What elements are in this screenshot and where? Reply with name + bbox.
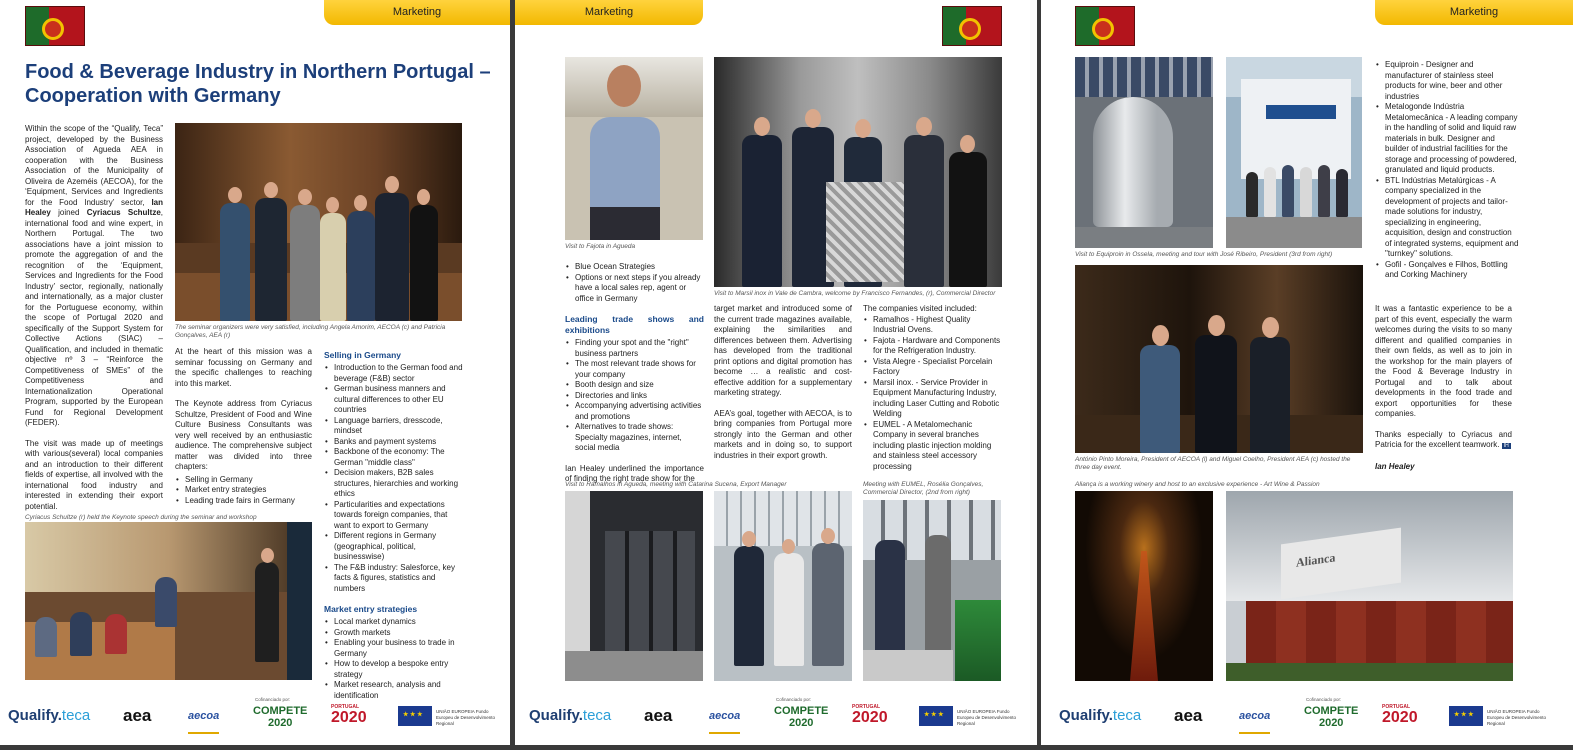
companies-list: • Ramalhos - Highest Quality Industrial Ovens. • Fajota - Hardware and Components for the Refrigeration Industry. • Vista Alegre - Specialist Porcelain Factory • Marsil inox. - Service Provider in Equipment Manufacturing Industry, including Laser Cutting and Robotic Welding • EUMEL - A Metalomechanic Company in several branches including plastic injection molding and stainless steel accessory processing: [863, 315, 1003, 473]
marsil-inox-photo: [714, 57, 1002, 287]
page-3: [1041, 0, 1573, 745]
eu-fund-text: UNIÃO EUROPEIA Fundo Europeu de Desenvolvimento Regional: [1487, 709, 1547, 726]
keynote-speech-photo: [25, 522, 312, 680]
aea-logo: aea: [123, 706, 152, 725]
photo-caption: Cyriacus Schultze (r) held the Keynote speech during the seminar and workshop: [25, 514, 257, 521]
author-name: Ian Healey: [1375, 461, 1415, 471]
qualify-teca-logo: Qualify.teca: [529, 707, 612, 724]
closing-text: It was a fantastic experience to be a part of this event, especially the warm welcomes during the visits to so many different and qualified companies in their own fields, as well as to join in the workshop for the main players of the Food & Beverage Industry in Portugal and to talk about developments in the food trade and export opportunities for these companies. Thanks especially to Cyriacus and Patricia for the excellent teamwork. IH Ian Healey: [1375, 304, 1512, 471]
companies-list: • Equiproin - Designer and manufacturer of stainless steel products for wine, beer and other industries • Metalogonde Indústria Metalomecânica - A leading company in the handling of solid and liquid raw materials in bulk. Designer and builder of industrial facilities for the storage and processing of powdered, granulated and liquid products. • BTL Indústrias Metalúrgicas - A company specialized in the development of projects and tailor-made solutions for industry, specializing in engineering, acquisition, design and construction of integrated systems, equipment and "turnkey" solutions. • Gofil - Gonçalves e Filhos, Bottling and Corking Machinery: [1375, 60, 1520, 281]
compete-2020-logo: COMPETE 2020: [1304, 705, 1359, 729]
eu-fund-text: UNIÃO EUROPEIA Fundo Europeu de Desenvolvimento Regional: [957, 709, 1017, 726]
photo-caption: Visit to Fajota in Agueda: [565, 243, 636, 250]
section-tab: Marketing: [515, 0, 703, 25]
aecoa-presidents-photo: [1075, 265, 1363, 453]
aecoa-logo: aecoa: [1239, 704, 1270, 734]
ramalhos-oven-photo: [565, 491, 703, 681]
alianca-winery-photo: Alianca: [1226, 491, 1513, 681]
footer-logos: Qualify.teca aea aecoa Cofinanciado por: COMPETE 2020 PORTUGAL 2020 ★ ★ ★ UNIÃO EUROPEIA Fundo Europeu de Desenvolvimento Regional: [1059, 701, 1559, 731]
page-1: [0, 0, 510, 745]
fajota-visit-photo: [565, 57, 703, 240]
page-2: [515, 0, 1037, 745]
selling-list: • Introduction to the German food and beverage (F&B) sector • German business manners and cultural differences to other EU countries • Language barriers, dresscode, mindset • Banks and payment systems • Backbone of the economy: The German "middle class" • Decision makers, B2B sales structures, hierarchies and working ethics • Particularities and expectations towards foreign companies, that want to export to Germany • Different regions in Germany (geographical, political, businesswise) • The F&B industry: Salesforce, key facts & figures, statistics and numbers: [324, 363, 464, 594]
footer-logos: Qualify.teca aea aecoa Cofinanciado por: COMPETE 2020 PORTUGAL 2020 ★ ★ ★ UNIÃO EUROPEIA Fundo Europeu de Desenvolvimento Regional: [8, 701, 508, 731]
photo-caption: Visit to Equiproin in Ossela, meeting and tour with José Ribeiro, President (3rd from right): [1075, 251, 1333, 258]
equiproin-tank-photo: [1075, 57, 1213, 248]
aea-logo: aea: [644, 706, 673, 725]
compete-2020-logo: COMPETE 2020: [774, 705, 829, 729]
photo-caption: Visit to Marsil inox in Vale de Cambra, welcome by Francisco Fernandes, (r), Commercial Director: [714, 290, 996, 297]
eu-flag-icon: [1449, 706, 1483, 726]
portugal-2020-logo: PORTUGAL 2020: [1382, 704, 1418, 726]
aea-logo: aea: [1174, 706, 1203, 725]
photo-caption: The seminar organizers were very satisfied, including Angela Amorim, AECOA (c) and Patricia Gonçalves, AEA (r): [175, 324, 446, 339]
companies-column: The companies visited included: • Ramalhos - Highest Quality Industrial Ovens. • Fajota - Hardware and Components for the Refrigeration Industry. • Vista Alegre - Specialist Porcelain Factory • Marsil inox. - Service Provider in Equipment Manufacturing Industry, including Laser Cutting and Robotic Welding • EUMEL - A Metalomechanic Company in several branches including plastic injection molding and stainless steel accessory processing: [863, 304, 1003, 472]
market-list: • Local market dynamics • Growth markets • Enabling your business to trade in Germany • How to develop a bespoke entry strategy • Market research, analysis and identification: [324, 617, 464, 701]
portugal-flag-icon: [942, 6, 1002, 46]
selling-heading: Selling in Germany: [324, 350, 401, 360]
keynote-text: At the heart of this mission was a seminar focussing on Germany and the specific challenges to reaching into this market. The Keynote address from Cyriacus Schultze, President of Food and Wine Culture Business Consultants was very well received by an enthusiastic audience. The comprehensive subject matter was divided into three chapters: • Selling in Germany • Market entry strategies • Leading trade fairs in Germany: [175, 347, 312, 506]
eu-fund-text: UNIÃO EUROPEIA Fundo Europeu de Desenvolvimento Regional: [436, 709, 496, 726]
selling-column: [324, 346, 464, 701]
portugal-flag-icon: [1075, 6, 1135, 46]
wine-cellar-photo: [1075, 491, 1213, 681]
strategy-list: • Blue Ocean Strategies • Options or next steps if you already have a local sales rep, agent or office in Germany: [565, 262, 704, 304]
section-tab: Marketing: [324, 0, 510, 25]
aecoa-logo: aecoa: [709, 704, 740, 734]
photo-caption: Visit to Ramalhos in Agueda, meeting with Catarina Sucena, Export Manager: [565, 481, 787, 488]
eumel-meeting-photo: [863, 500, 1001, 681]
intro-text: Within the scope of the “Qualify, Teca” project, developed by the Business Association of Agueda AEA in cooperation with the Business Association of the Municipality of Oliveira de Azeméis (AECOA), for the ‘Equipment, Services and Ingredients for the Food Industry’ sector, Ian Healey joined Cyriacus Schultze, international food and wine expert, in Northern Portugal. The two associations have a joint mission to promote the aggregation of and the recognition of the ‘Equipment, Services and Ingredients for the Food Industry’ sector, regionally, nationally and internationally, as a major cluster for the Portuguese economy, within the scope of Portugal 2020 and specifically of the Support System for Collective Actions (SIAC) – Qualification, and included in thematic objective nº 3 – “Reinforce the Competitiveness of SMEs” of the Competitiveness and Internationalization Operational Program, supported by the European Fund for Regional Development (FEDER). The visit was made up of meetings with various(several) local companies and an introduction to their different fields of expertise, all involved with the international food industry and interested in extending their export potential.: [25, 124, 163, 511]
page-title: Food & Beverage Industry in Northern Portugal – Cooperation with Germany: [25, 61, 491, 107]
compete-2020-logo: COMPETE 2020: [253, 705, 308, 729]
author-badge: IH: [1503, 443, 1509, 449]
strategy-column: • Blue Ocean Strategies • Options or next steps if you already have a local sales rep, agent or office in Germany Leading trade shows and exhibitions • Finding your spot and the "right" business partners • The most relevant trade shows for your company • Booth design and size • Directories and links • Accompanying advertising activities and promotions • Alternatives to trade shows: Specialty magazines, internet, social media Ian Healey underlined the importance of finding the right trade show for the: [565, 262, 704, 495]
seminar-organizers-photo: [175, 123, 462, 321]
qualify-teca-logo: Qualify.teca: [1059, 707, 1142, 724]
ramalhos-meeting-photo: [714, 491, 852, 681]
trade-magazine-text: target market and introduced some of the current trade magazines available, explaining the similarities and differences between them. Advertising has developed from the traditional print options and digital promotion has become … a realistic and cost-effective addition for a supplementary marketing strategy. AEA’s goal, together with AECOA, is to bring companies from Portugal more strongly into the German and other markets and in doing so, to support industries in their export growth.: [714, 304, 852, 460]
portugal-flag-icon: [25, 6, 85, 46]
equiproin-building-photo: [1226, 57, 1362, 248]
chapter-list: • Selling in Germany • Market entry strategies • Leading trade fairs in Germany: [175, 475, 312, 507]
photo-caption: Aliança is a working winery and host to an exclusive experience - Art Wine & Passion: [1075, 481, 1320, 488]
market-heading: Market entry strategies: [324, 604, 418, 614]
trade-shows-list: • Finding your spot and the "right" business partners • The most relevant trade shows for your company • Booth design and size • Directories and links • Accompanying advertising activities and promotions • Alternatives to trade shows: Specialty magazines, internet, social media: [565, 338, 704, 454]
section-tab: Marketing: [1375, 0, 1573, 25]
portugal-2020-logo: PORTUGAL 2020: [852, 704, 888, 726]
eu-flag-icon: [919, 706, 953, 726]
photo-caption: Meeting with EUMEL, Rosélia Gonçalves, Commercial Director, (2nd from right): [863, 481, 984, 496]
aecoa-logo: aecoa: [188, 704, 219, 734]
companies-column: [1375, 60, 1520, 281]
qualify-teca-logo: Qualify.teca: [8, 707, 91, 724]
photo-caption: António Pinto Moreira, President of AECOA (l) and Miguel Coelho, President AEA (c) hosted the three day event.: [1075, 456, 1351, 471]
eu-flag-icon: [398, 706, 432, 726]
trade-shows-heading: Leading trade shows and exhibitions: [565, 314, 704, 335]
footer-logos: Qualify.teca aea aecoa Cofinanciado por: COMPETE 2020 PORTUGAL 2020 ★ ★ ★ UNIÃO EUROPEIA Fundo Europeu de Desenvolvimento Regional: [529, 701, 1029, 731]
portugal-2020-logo: PORTUGAL 2020: [331, 704, 367, 726]
